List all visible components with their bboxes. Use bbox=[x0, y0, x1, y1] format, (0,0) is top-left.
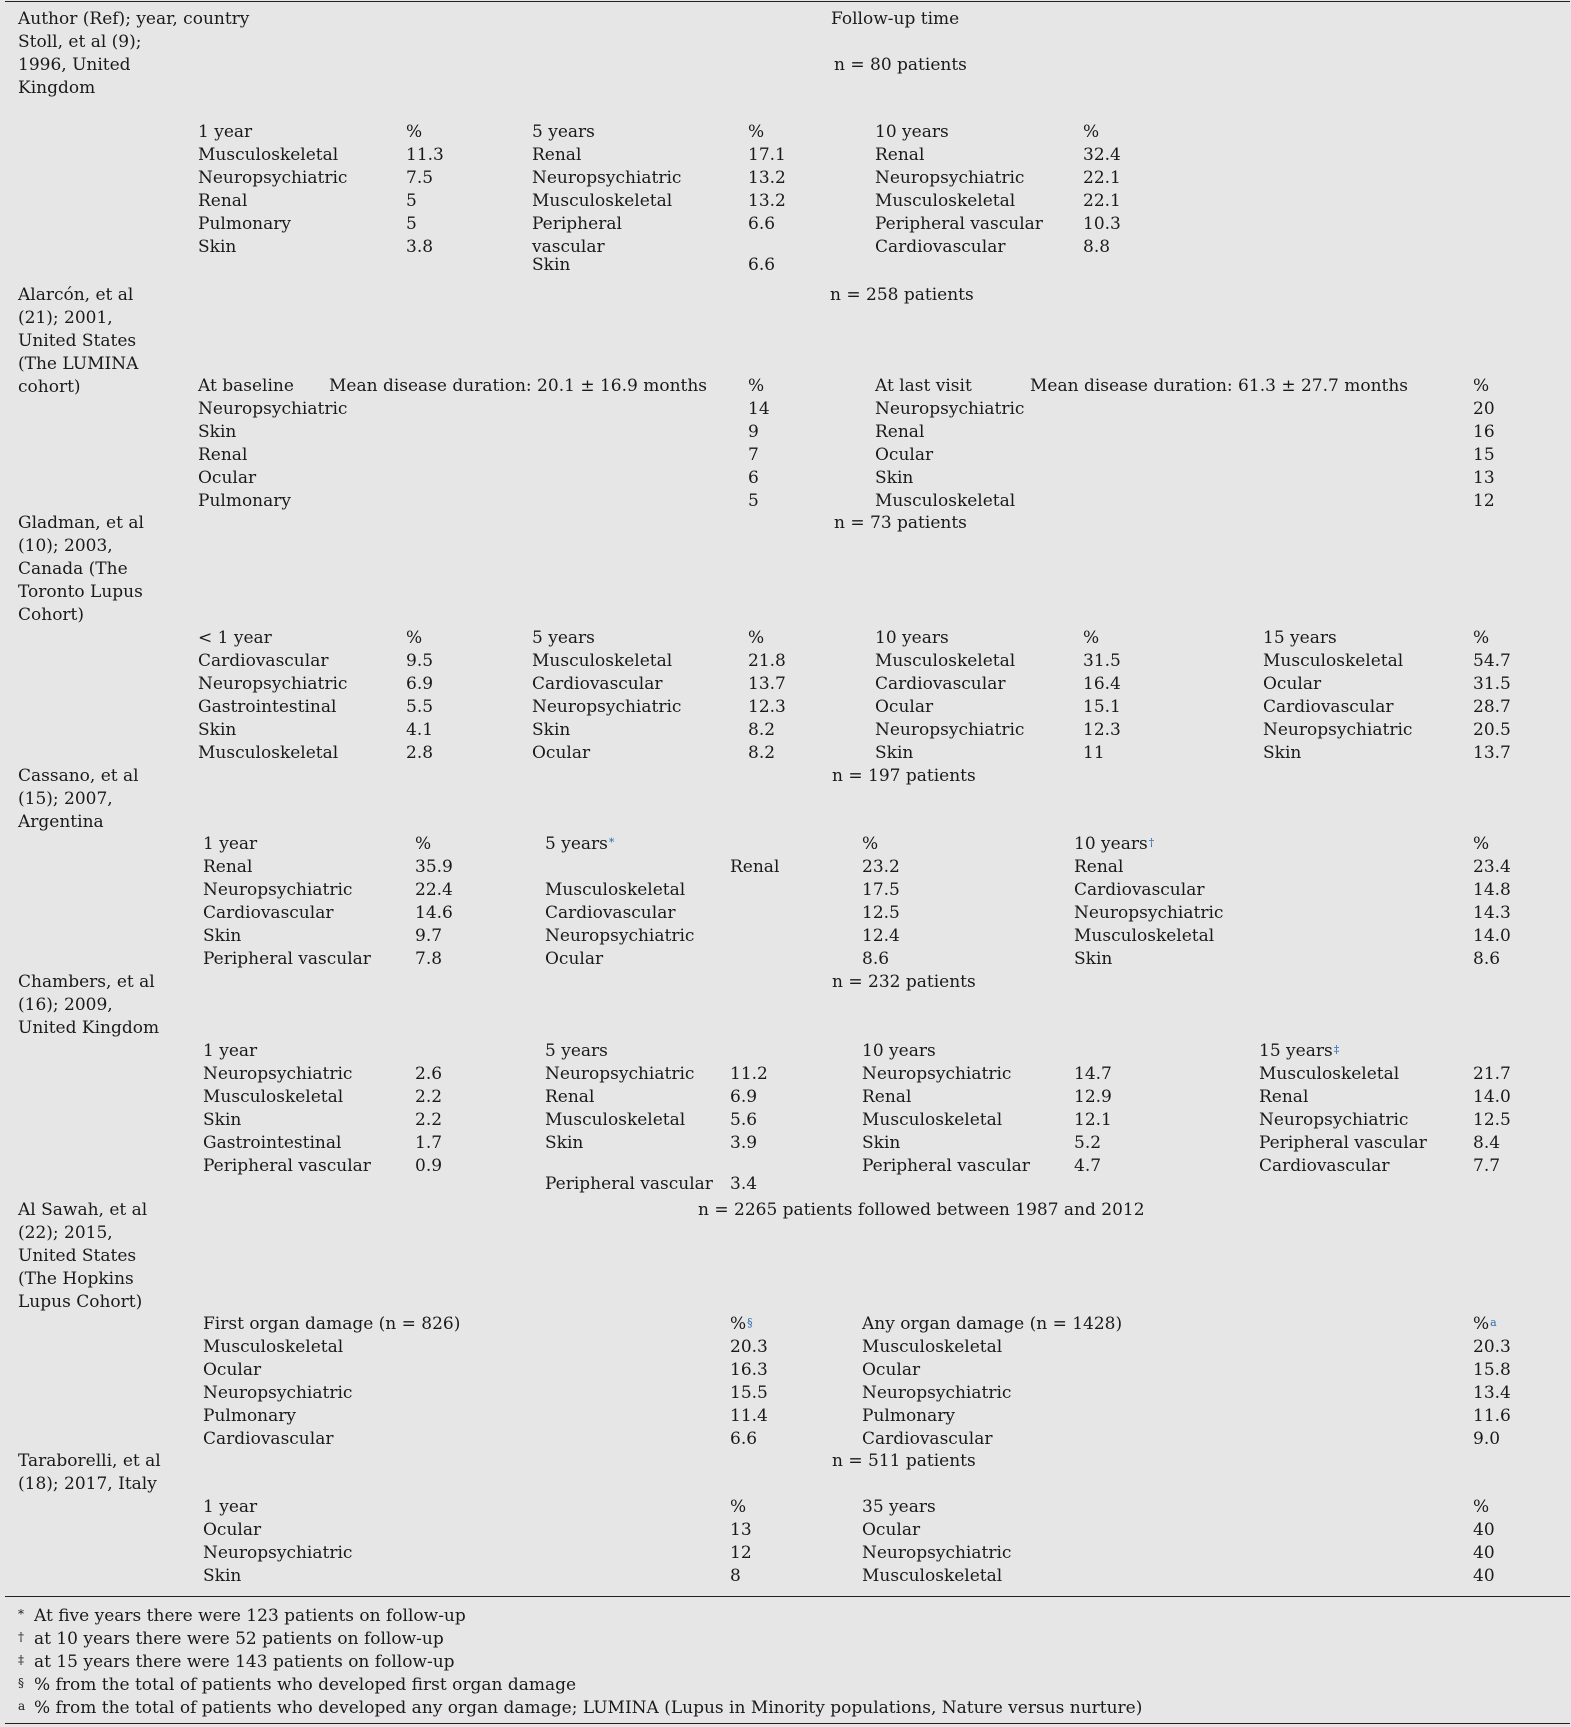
percent-value: 7.5 bbox=[406, 168, 434, 188]
organ-label: Musculoskeletal bbox=[1263, 651, 1404, 671]
percent-value: 21.8 bbox=[748, 651, 786, 671]
percent-value: 21.7 bbox=[1473, 1064, 1511, 1084]
organ-label: Renal bbox=[203, 857, 253, 877]
footnote bbox=[18, 1651, 455, 1674]
percent-value: 14.0 bbox=[1473, 1087, 1511, 1107]
organ-label: Neuropsychiatric bbox=[198, 674, 348, 694]
organ-label: Musculoskeletal bbox=[203, 1337, 344, 1357]
organ-label: Peripheral vascular bbox=[862, 1156, 1030, 1176]
footnote-rule bbox=[5, 1596, 1570, 1597]
follow-up-header: Follow-up time bbox=[831, 9, 960, 29]
organ-label: Skin bbox=[198, 422, 237, 442]
organ-label: Musculoskeletal bbox=[1074, 926, 1215, 946]
footnote bbox=[18, 1697, 1142, 1720]
patient-count: n = 73 patients bbox=[834, 513, 967, 533]
organ-label: Skin bbox=[203, 1566, 242, 1586]
organ-label: Neuropsychiatric bbox=[203, 1383, 353, 1403]
study-author: Gladman, et al (10); 2003, Canada (The Toronto Lupus Cohort) bbox=[18, 513, 144, 625]
percent-value: 13.2 bbox=[748, 168, 786, 188]
organ-label: Musculoskeletal bbox=[875, 491, 1016, 511]
percent-value: 9 bbox=[748, 422, 759, 442]
column-title: 1 year bbox=[203, 1041, 258, 1061]
percent-value: 14.8 bbox=[1473, 880, 1511, 900]
percent-value: 3.4 bbox=[730, 1174, 758, 1194]
percent-header: % bbox=[1083, 122, 1100, 142]
organ-label: Neuropsychiatric bbox=[1259, 1110, 1409, 1130]
column-title: 5 years bbox=[545, 1041, 608, 1061]
percent-value: 12 bbox=[1473, 491, 1495, 511]
percent-value: 8.2 bbox=[748, 743, 776, 763]
organ-label: Gastrointestinal bbox=[203, 1133, 342, 1153]
organ-label: Musculoskeletal bbox=[545, 1110, 686, 1130]
percent-value: 23.2 bbox=[862, 857, 900, 877]
percent-header: %§ bbox=[730, 1314, 753, 1334]
organ-label: Peripheral vascular bbox=[875, 214, 1043, 234]
organ-label: Pulmonary bbox=[198, 214, 291, 234]
percent-value: 14.6 bbox=[415, 903, 453, 923]
percent-value: 3.9 bbox=[730, 1133, 758, 1153]
percent-value: 2.8 bbox=[406, 743, 434, 763]
organ-label: Neuropsychiatric bbox=[862, 1383, 1012, 1403]
organ-label: Skin bbox=[1074, 949, 1113, 969]
percent-value: 14.0 bbox=[1473, 926, 1511, 946]
study-author: Stoll, et al (9); 1996, United Kingdom bbox=[18, 32, 142, 98]
organ-label: Cardiovascular bbox=[862, 1429, 993, 1449]
organ-label: Neuropsychiatric bbox=[1263, 720, 1413, 740]
footnote-symbol: † bbox=[18, 1630, 24, 1644]
percent-value: 12 bbox=[730, 1543, 752, 1563]
percent-value: 7.8 bbox=[415, 949, 443, 969]
organ-label: Renal bbox=[1074, 857, 1124, 877]
percent-value: 7 bbox=[748, 445, 759, 465]
percent-value: 40 bbox=[1473, 1566, 1495, 1586]
organ-label: Neuropsychiatric bbox=[545, 926, 695, 946]
organ-label: Musculoskeletal bbox=[532, 191, 673, 211]
organ-label: Ocular bbox=[198, 468, 257, 488]
percent-value: 5 bbox=[406, 214, 417, 234]
percent-value: 6.6 bbox=[748, 214, 776, 234]
organ-label: Skin bbox=[198, 720, 237, 740]
percent-value: 22.4 bbox=[415, 880, 453, 900]
percent-value: 15.5 bbox=[730, 1383, 768, 1403]
percent-value: 12.3 bbox=[1083, 720, 1121, 740]
footnote bbox=[18, 1605, 466, 1628]
study-author: Alarcón, et al (21); 2001, United States (The LUMINA cohort) bbox=[18, 285, 139, 397]
organ-label: Renal bbox=[730, 857, 780, 877]
percent-value: 15.1 bbox=[1083, 697, 1121, 717]
percent-header: % bbox=[748, 122, 765, 142]
organ-label: Musculoskeletal bbox=[203, 1087, 344, 1107]
percent-value: 16.4 bbox=[1083, 674, 1121, 694]
organ-label: Ocular bbox=[1263, 674, 1322, 694]
organ-label: Skin bbox=[532, 720, 571, 740]
percent-value: 31.5 bbox=[1083, 651, 1121, 671]
organ-label: Renal bbox=[545, 1087, 595, 1107]
percent-value: 12.5 bbox=[862, 903, 900, 923]
percent-value: 9.5 bbox=[406, 651, 434, 671]
percent-header: % bbox=[748, 376, 765, 396]
footnote-symbol: ‡ bbox=[18, 1653, 24, 1667]
percent-value: 13.4 bbox=[1473, 1383, 1511, 1403]
percent-value: 5 bbox=[406, 191, 417, 211]
percent-value: 4.1 bbox=[406, 720, 434, 740]
author-column-header: Author (Ref); year, country bbox=[18, 9, 250, 29]
bottom-rule bbox=[5, 1723, 1570, 1724]
organ-label: Musculoskeletal bbox=[875, 191, 1016, 211]
percent-value: 20.5 bbox=[1473, 720, 1511, 740]
organ-label: Cardiovascular bbox=[875, 237, 1006, 257]
footnote-text: At five years there were 123 patients on follow-up bbox=[34, 1606, 466, 1626]
organ-label: Renal bbox=[198, 445, 248, 465]
organ-label: Neuropsychiatric bbox=[875, 168, 1025, 188]
percent-value: 20.3 bbox=[1473, 1337, 1511, 1357]
organ-label: Ocular bbox=[875, 697, 934, 717]
column-title: 10 years bbox=[875, 628, 949, 648]
percent-header: % bbox=[1473, 628, 1490, 648]
percent-value: 2.2 bbox=[415, 1087, 443, 1107]
percent-value: 11.2 bbox=[730, 1064, 768, 1084]
organ-label: Ocular bbox=[545, 949, 604, 969]
organ-label: Neuropsychiatric bbox=[203, 880, 353, 900]
percent-value: 5.6 bbox=[730, 1110, 758, 1130]
percent-value: 16.3 bbox=[730, 1360, 768, 1380]
footnote bbox=[18, 1674, 576, 1697]
patient-count: n = 197 patients bbox=[832, 766, 976, 786]
organ-label: Musculoskeletal bbox=[198, 145, 339, 165]
percent-value: 23.4 bbox=[1473, 857, 1511, 877]
column-title: Any organ damage (n = 1428) bbox=[862, 1314, 1123, 1334]
top-rule bbox=[5, 1, 1570, 2]
study-author: Cassano, et al (15); 2007, Argentina bbox=[18, 766, 139, 832]
organ-label: Peripheral vascular bbox=[545, 1174, 713, 1194]
organ-label: Cardiovascular bbox=[203, 903, 334, 923]
percent-value: 12.1 bbox=[1074, 1110, 1112, 1130]
organ-label: Neuropsychiatric bbox=[862, 1064, 1012, 1084]
column-subtitle: Mean disease duration: 61.3 ± 27.7 months bbox=[1030, 376, 1409, 396]
percent-value: 9.7 bbox=[415, 926, 443, 946]
organ-label: Neuropsychiatric bbox=[1074, 903, 1224, 923]
column-title: 5 years bbox=[532, 122, 595, 142]
percent-value: 12.4 bbox=[862, 926, 900, 946]
footnote-mark: * bbox=[608, 836, 615, 849]
organ-label: Neuropsychiatric bbox=[198, 168, 348, 188]
organ-label: Pulmonary bbox=[198, 491, 291, 511]
footnote-mark: † bbox=[1148, 836, 1155, 849]
footnote-text: % from the total of patients who developed first organ damage bbox=[34, 1675, 577, 1695]
percent-value: 10.3 bbox=[1083, 214, 1121, 234]
organ-label: Cardiovascular bbox=[1259, 1156, 1390, 1176]
patient-count: n = 2265 patients followed between 1987 and 2012 bbox=[698, 1200, 1145, 1220]
percent-value: 14.7 bbox=[1074, 1064, 1112, 1084]
organ-label: Peripheral vascular bbox=[203, 949, 371, 969]
organ-label: Ocular bbox=[875, 445, 934, 465]
organ-label: Skin bbox=[198, 237, 237, 257]
footnote-mark: § bbox=[747, 1316, 753, 1329]
percent-value: 1.7 bbox=[415, 1133, 443, 1153]
column-title: 15 years‡ bbox=[1259, 1041, 1340, 1061]
organ-label: Neuropsychiatric bbox=[198, 399, 348, 419]
percent-value: 17.1 bbox=[748, 145, 786, 165]
organ-label: Renal bbox=[862, 1087, 912, 1107]
percent-value: 11.4 bbox=[730, 1406, 768, 1426]
percent-value: 8.6 bbox=[862, 949, 890, 969]
organ-label: Gastrointestinal bbox=[198, 697, 337, 717]
organ-label: Cardiovascular bbox=[203, 1429, 334, 1449]
percent-value: 12.5 bbox=[1473, 1110, 1511, 1130]
percent-value: 17.5 bbox=[862, 880, 900, 900]
organ-label: Musculoskeletal bbox=[1259, 1064, 1400, 1084]
organ-label: Skin bbox=[862, 1133, 901, 1153]
organ-label: Neuropsychiatric bbox=[203, 1543, 353, 1563]
percent-value: 40 bbox=[1473, 1543, 1495, 1563]
patient-count: n = 258 patients bbox=[830, 285, 974, 305]
organ-label: Neuropsychiatric bbox=[862, 1543, 1012, 1563]
column-title: 1 year bbox=[203, 1497, 258, 1517]
percent-value: 0.9 bbox=[415, 1156, 443, 1176]
percent-value: 9.0 bbox=[1473, 1429, 1501, 1449]
column-title: 1 year bbox=[203, 834, 258, 854]
percent-value: 8.4 bbox=[1473, 1133, 1501, 1153]
percent-value: 13 bbox=[1473, 468, 1495, 488]
percent-value: 14.3 bbox=[1473, 903, 1511, 923]
organ-label: Peripheral vascular bbox=[532, 214, 622, 257]
percent-value: 13 bbox=[730, 1520, 752, 1540]
percent-value: 15.8 bbox=[1473, 1360, 1511, 1380]
footnote-mark: a bbox=[1490, 1316, 1497, 1329]
organ-label: Ocular bbox=[203, 1360, 262, 1380]
column-subtitle: Mean disease duration: 20.1 ± 16.9 months bbox=[329, 376, 708, 396]
percent-value: 2.6 bbox=[415, 1064, 443, 1084]
organ-label: Skin bbox=[203, 926, 242, 946]
percent-value: 32.4 bbox=[1083, 145, 1121, 165]
percent-value: 5.5 bbox=[406, 697, 434, 717]
percent-header: % bbox=[415, 834, 432, 854]
footnote-symbol: § bbox=[18, 1676, 24, 1690]
percent-value: 6.9 bbox=[406, 674, 434, 694]
percent-value: 4.7 bbox=[1074, 1156, 1102, 1176]
percent-value: 20 bbox=[1473, 399, 1495, 419]
organ-label: Skin bbox=[875, 468, 914, 488]
percent-value: 6.6 bbox=[748, 255, 776, 275]
organ-label: Pulmonary bbox=[862, 1406, 955, 1426]
study-author: Al Sawah, et al (22); 2015, United States (The Hopkins Lupus Cohort) bbox=[18, 1200, 148, 1312]
percent-value: 6.6 bbox=[730, 1429, 758, 1449]
percent-value: 7.7 bbox=[1473, 1156, 1501, 1176]
percent-header: % bbox=[730, 1497, 747, 1517]
percent-header: % bbox=[1083, 628, 1100, 648]
column-title: 10 years bbox=[862, 1041, 936, 1061]
percent-value: 14 bbox=[748, 399, 770, 419]
organ-label: Renal bbox=[875, 145, 925, 165]
percent-header: % bbox=[1473, 834, 1490, 854]
percent-value: 11.6 bbox=[1473, 1406, 1511, 1426]
organ-label: Skin bbox=[203, 1110, 242, 1130]
percent-header: % bbox=[1473, 376, 1490, 396]
percent-value: 54.7 bbox=[1473, 651, 1511, 671]
organ-label: Cardiovascular bbox=[1074, 880, 1205, 900]
percent-value: 40 bbox=[1473, 1520, 1495, 1540]
organ-label: Skin bbox=[875, 743, 914, 763]
percent-value: 5.2 bbox=[1074, 1133, 1102, 1153]
column-title: 35 years bbox=[862, 1497, 936, 1517]
percent-value: 13.7 bbox=[1473, 743, 1511, 763]
organ-label: Skin bbox=[1263, 743, 1302, 763]
organ-label: Musculoskeletal bbox=[862, 1110, 1003, 1130]
patient-count: n = 511 patients bbox=[832, 1451, 976, 1471]
percent-value: 28.7 bbox=[1473, 697, 1511, 717]
organ-label: Peripheral vascular bbox=[1259, 1133, 1427, 1153]
organ-label: Cardiovascular bbox=[1263, 697, 1394, 717]
organ-label: Ocular bbox=[203, 1520, 262, 1540]
footnote-text: % from the total of patients who developed any organ damage; LUMINA (Lupus in Minority populations, Nature versus nurture) bbox=[34, 1698, 1143, 1718]
percent-value: 6 bbox=[748, 468, 759, 488]
organ-label: Cardiovascular bbox=[545, 903, 676, 923]
percent-value: 11.3 bbox=[406, 145, 444, 165]
percent-value: 2.2 bbox=[415, 1110, 443, 1130]
column-title: 15 years bbox=[1263, 628, 1337, 648]
percent-header: % bbox=[406, 628, 423, 648]
column-title: 10 years bbox=[875, 122, 949, 142]
organ-label: Cardiovascular bbox=[532, 674, 663, 694]
organ-label: Skin bbox=[545, 1133, 584, 1153]
organ-label: Musculoskeletal bbox=[545, 880, 686, 900]
percent-header: %$^a$ bbox=[1473, 1314, 1497, 1334]
organ-label: Neuropsychiatric bbox=[875, 399, 1025, 419]
column-title: 10 years† bbox=[1074, 834, 1155, 854]
organ-label: Neuropsychiatric bbox=[875, 720, 1025, 740]
footnote-text: at 15 years there were 143 patients on follow-up bbox=[34, 1652, 455, 1672]
organ-label: Neuropsychiatric bbox=[203, 1064, 353, 1084]
column-title: At baseline bbox=[198, 376, 294, 396]
percent-value: 20.3 bbox=[730, 1337, 768, 1357]
organ-label: Ocular bbox=[532, 743, 591, 763]
study-author: Chambers, et al (16); 2009, United Kingdom bbox=[18, 972, 160, 1038]
percent-value: 8.6 bbox=[1473, 949, 1501, 969]
percent-header: % bbox=[748, 628, 765, 648]
organ-label: Renal bbox=[1259, 1087, 1309, 1107]
patient-count: n = 80 patients bbox=[834, 55, 967, 75]
percent-value: 6.9 bbox=[730, 1087, 758, 1107]
percent-value: 31.5 bbox=[1473, 674, 1511, 694]
percent-value: 13.2 bbox=[748, 191, 786, 211]
organ-label: Neuropsychiatric bbox=[532, 697, 682, 717]
organ-label: Ocular bbox=[862, 1520, 921, 1540]
organ-label: Skin bbox=[532, 255, 571, 275]
organ-label: Ocular bbox=[862, 1360, 921, 1380]
organ-label: Musculoskeletal bbox=[532, 651, 673, 671]
percent-value: 12.9 bbox=[1074, 1087, 1112, 1107]
percent-header: % bbox=[406, 122, 423, 142]
percent-value: 8.2 bbox=[748, 720, 776, 740]
percent-value: 35.9 bbox=[415, 857, 453, 877]
column-title: < 1 year bbox=[198, 628, 272, 648]
column-title: 5 years* bbox=[545, 834, 615, 854]
percent-header: % bbox=[1473, 1497, 1490, 1517]
organ-label: Neuropsychiatric bbox=[532, 168, 682, 188]
organ-label: Musculoskeletal bbox=[198, 743, 339, 763]
study-author: Taraborelli, et al (18); 2017, Italy bbox=[18, 1451, 161, 1494]
column-title: At last visit bbox=[875, 376, 972, 396]
footnote-text: at 10 years there were 52 patients on follow-up bbox=[34, 1629, 444, 1649]
organ-label: Renal bbox=[532, 145, 582, 165]
organ-label: Renal bbox=[875, 422, 925, 442]
percent-value: 16 bbox=[1473, 422, 1495, 442]
organ-label: Cardiovascular bbox=[875, 674, 1006, 694]
percent-value: 12.3 bbox=[748, 697, 786, 717]
percent-value: 15 bbox=[1473, 445, 1495, 465]
organ-label: Musculoskeletal bbox=[862, 1337, 1003, 1357]
percent-value: 8.8 bbox=[1083, 237, 1111, 257]
organ-label: Musculoskeletal bbox=[875, 651, 1016, 671]
percent-value: 3.8 bbox=[406, 237, 434, 257]
organ-label: Cardiovascular bbox=[198, 651, 329, 671]
organ-label: Peripheral vascular bbox=[203, 1156, 371, 1176]
footnote-symbol: a bbox=[18, 1699, 26, 1713]
organ-label: Pulmonary bbox=[203, 1406, 296, 1426]
percent-value: 11 bbox=[1083, 743, 1105, 763]
footnote-mark: ‡ bbox=[1333, 1043, 1340, 1056]
percent-value: 13.7 bbox=[748, 674, 786, 694]
percent-value: 8 bbox=[730, 1566, 741, 1586]
organ-label: Renal bbox=[198, 191, 248, 211]
column-title: First organ damage (n = 826) bbox=[203, 1314, 461, 1334]
percent-value: 22.1 bbox=[1083, 191, 1121, 211]
percent-header: % bbox=[862, 834, 879, 854]
footnote-symbol: * bbox=[18, 1607, 24, 1621]
percent-value: 5 bbox=[748, 491, 759, 511]
percent-value: 22.1 bbox=[1083, 168, 1121, 188]
footnote bbox=[18, 1628, 444, 1651]
column-title: 5 years bbox=[532, 628, 595, 648]
patient-count: n = 232 patients bbox=[832, 972, 976, 992]
organ-label: Neuropsychiatric bbox=[545, 1064, 695, 1084]
column-title: 1 year bbox=[198, 122, 253, 142]
organ-label: Musculoskeletal bbox=[862, 1566, 1003, 1586]
